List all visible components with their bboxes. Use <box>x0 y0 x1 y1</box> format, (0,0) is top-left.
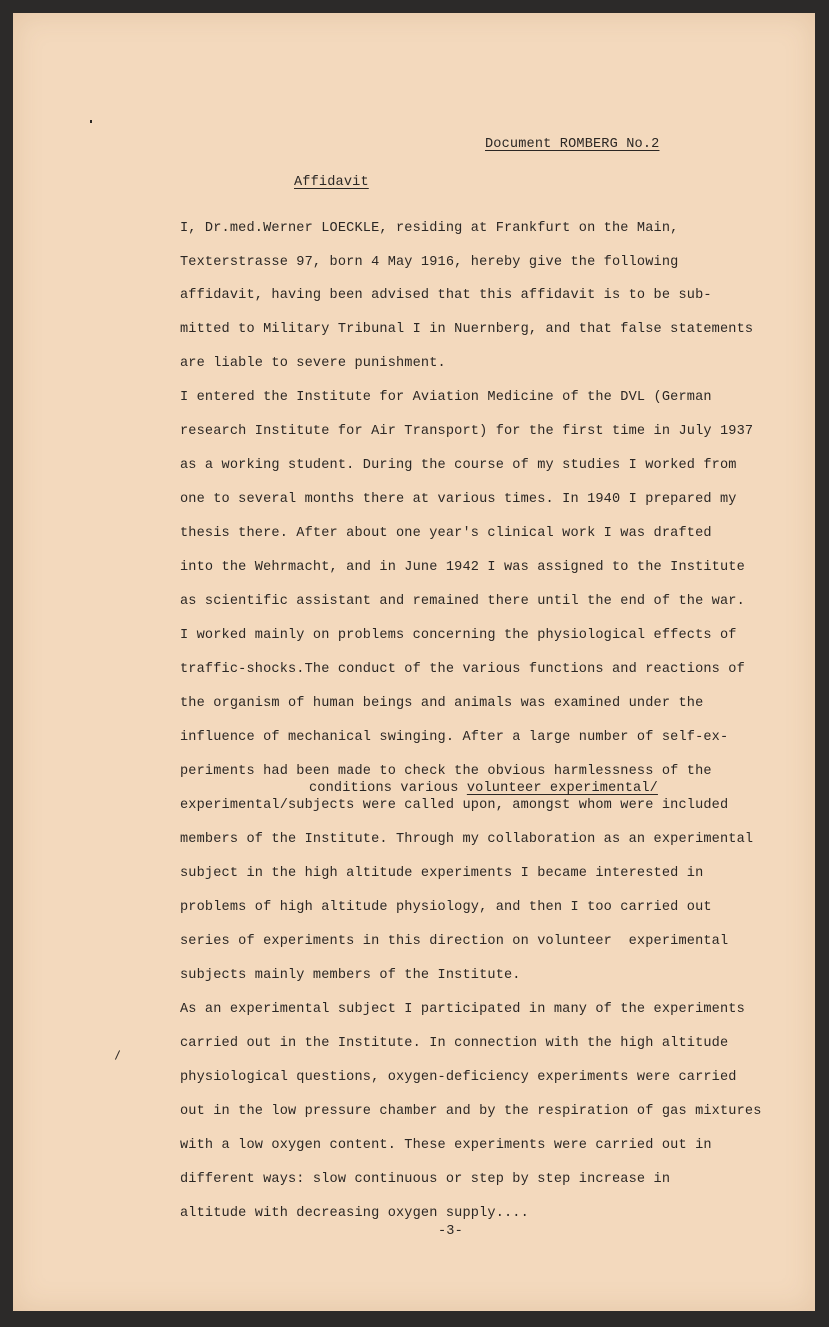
ink-speck <box>90 120 92 123</box>
body-line-11: into the Wehrmacht, and in June 1942 I was assigned to the Institute <box>180 560 745 575</box>
body-line-9: one to several months there at various times. In 1940 I prepared my <box>180 492 737 507</box>
body-line-30: altitude with decreasing oxygen supply.... <box>180 1206 529 1221</box>
body-line-25: carried out in the Institute. In connection with the high altitude <box>180 1036 729 1051</box>
body-line-15: the organism of human beings and animals was examined under the <box>180 696 704 711</box>
body-line-12: as scientific assistant and remained there until the end of the war. <box>180 594 745 609</box>
insertion-text: conditions various <box>309 781 467 796</box>
body-line-23: subjects mainly members of the Institute. <box>180 968 521 983</box>
body-line-20: subject in the high altitude experiments I became interested in <box>180 866 704 881</box>
body-line-4: mitted to Military Tribunal I in Nuernberg, and that false statements <box>180 322 754 337</box>
body-line-16: influence of mechanical swinging. After a large number of self-ex- <box>180 730 729 745</box>
body-line-2: Texterstrasse 97, born 4 May 1916, hereby give the following <box>180 255 679 270</box>
document-page <box>13 13 815 1311</box>
body-line-14: traffic-shocks.The conduct of the various functions and reactions of <box>180 662 745 677</box>
page-number: -3- <box>438 1224 463 1239</box>
body-line-18: experimental/subjects were called upon, amongst whom were included <box>180 798 729 813</box>
body-line-6: I entered the Institute for Aviation Medicine of the DVL (German <box>180 390 712 405</box>
body-line-24: As an experimental subject I participated in many of the experiments <box>180 1002 745 1017</box>
affidavit-title: Affidavit <box>294 175 369 190</box>
body-line-22: series of experiments in this direction on volunteer experimental <box>180 934 729 949</box>
body-line-28: with a low oxygen content. These experiments were carried out in <box>180 1138 712 1153</box>
body-line-21: problems of high altitude physiology, and then I too carried out <box>180 900 712 915</box>
body-line-13: I worked mainly on problems concerning the physiological effects of <box>180 628 737 643</box>
body-line-19: members of the Institute. Through my collaboration as an experimental <box>180 832 754 847</box>
insertion-underlined-text: volunteer experimental/ <box>466 781 658 796</box>
body-line-3: affidavit, having been advised that this affidavit is to be sub- <box>180 288 712 303</box>
body-line-26: physiological questions, oxygen-deficiency experiments were carried <box>180 1070 737 1085</box>
body-line-7: research Institute for Air Transport) for the first time in July 1937 <box>180 424 754 439</box>
body-line-10: thesis there. After about one year's clinical work I was drafted <box>180 526 712 541</box>
body-line-17: periments had been made to check the obvious harmlessness of the <box>180 764 712 779</box>
body-line-29: different ways: slow continuous or step by step increase in <box>180 1172 671 1187</box>
typed-insertion <box>309 781 658 797</box>
body-line-27: out in the low pressure chamber and by the respiration of gas mixtures <box>180 1104 762 1119</box>
body-line-1: I, Dr.med.Werner LOECKLE, residing at Frankfurt on the Main, <box>180 221 679 236</box>
body-line-5: are liable to severe punishment. <box>180 356 446 371</box>
body-line-8: as a working student. During the course of my studies I worked from <box>180 458 737 473</box>
pencil-mark <box>115 1050 120 1059</box>
document-reference: Document ROMBERG No.2 <box>485 137 660 152</box>
